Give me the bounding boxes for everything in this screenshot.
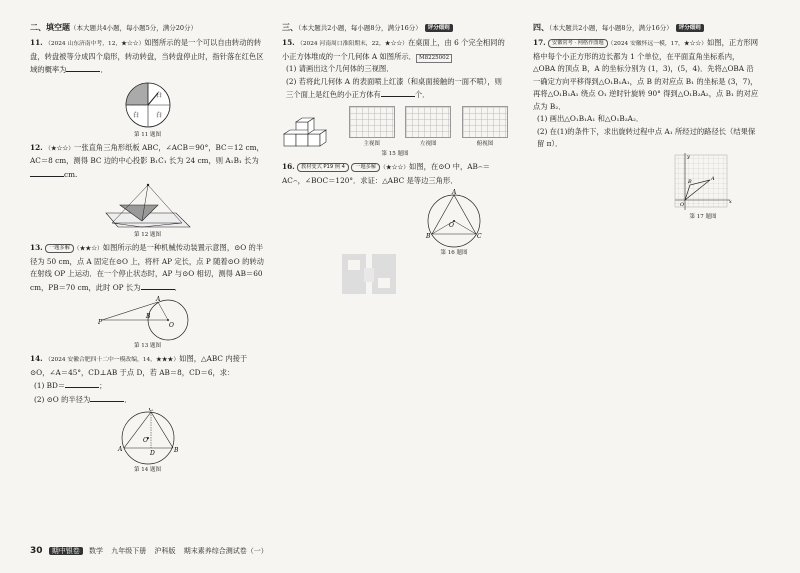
- question-tag: 安徽常考 · 网格作图题: [548, 39, 608, 48]
- figure-caption: 第 13 题图: [134, 343, 161, 349]
- section-note: （本大题共4小题，每小题5分，满分20分）: [70, 24, 198, 32]
- svg-text:B: B: [173, 447, 178, 454]
- question-part: 个．: [414, 90, 430, 99]
- section-4-heading: [533, 22, 759, 34]
- question-number: 15.: [282, 38, 295, 47]
- question-tag: 教材变式 P19 例 4: [297, 163, 349, 172]
- footer-edition: 沪科版: [154, 547, 176, 555]
- answer-blank[interactable]: [66, 63, 100, 72]
- question-text: 在桌面上，由 6 个完全相同的小正方体堆成的一个几何体 A 如图所示．: [282, 38, 505, 61]
- column-right: [533, 22, 759, 224]
- view-label: 左视图: [420, 140, 437, 147]
- spinner-figure: [120, 79, 176, 131]
- svg-text:A: A: [117, 446, 122, 453]
- column-middle: [282, 22, 508, 260]
- footer-title: 期末素养综合测试卷（一）: [183, 547, 268, 555]
- question-source: （★★☆）: [73, 246, 103, 252]
- sector-label: 白: [132, 111, 139, 119]
- svg-text:A: A: [155, 296, 160, 303]
- svg-text:A: A: [452, 189, 457, 196]
- question-part: (2) 在(1)的条件下，求出旋转过程中点 A₁ 所经过的路径长（结果保留 π）．: [537, 126, 756, 148]
- question-17: [533, 37, 759, 221]
- question-source: （2024 安徽合肥四十二中一模改编，14，★★★）: [45, 357, 180, 363]
- question-part: (1) BD＝: [34, 381, 66, 390]
- brand-badge: 期中银卷: [49, 547, 83, 555]
- scoring-badge[interactable]: 评分细则: [425, 24, 453, 32]
- projection-figure: [102, 183, 194, 231]
- svg-text:O: O: [168, 322, 174, 329]
- question-text: 如图，△ABC 内接于⊙O，∠A＝45°，CD⊥AB 于点 D，若 AB＝8，CD＝6，求：: [30, 354, 248, 377]
- question-source: （★☆☆）: [380, 165, 410, 171]
- question-source: （2024 安徽怀远一模，17，★☆☆）: [607, 41, 708, 47]
- figure-caption: 第 11 题图: [134, 131, 161, 138]
- question-14: 14. （2024 安徽合肥四十二中一模改编，14，★★★）如图，△ABC 内接于⊙O，∠A＝45°，CD⊥AB 于点 D，若 AB＝8，CD＝6，求： (1) BD＝ ； (2) ⊙O 的半径为 ． A B C D O 第 14 题图: [30, 353, 265, 474]
- question-code: M8225002: [416, 54, 452, 63]
- figure-caption: 第 16 题图: [440, 250, 468, 256]
- equilateral-figure: [422, 189, 486, 249]
- view-label: 主视图: [363, 140, 380, 147]
- figure-caption: 第 17 题图: [689, 213, 717, 220]
- figure-caption: 第 12 题图: [134, 232, 161, 238]
- question-source: （2024 河南周口淮阳期末，22，★☆☆）: [297, 41, 408, 47]
- question-end: cm.: [64, 169, 78, 179]
- question-tag: 一题多解: [351, 163, 380, 172]
- question-number: 12.: [30, 142, 43, 152]
- red-sector: [126, 83, 148, 105]
- question-part: (1) 请画出这个几何体的三视图．: [286, 64, 394, 73]
- svg-text:B: B: [145, 313, 150, 320]
- question-text: 一张直角三角形纸板 ABC，∠ACB＝90°，BC＝12 cm，AC＝8 cm，测得 BC 边的中心投影 B₁C₁ 长为 24 cm，则 A₁B₁ 长为: [30, 142, 264, 165]
- question-12: [30, 142, 265, 240]
- svg-text:O: O: [680, 201, 685, 208]
- question-source: （★☆☆）: [45, 145, 75, 152]
- question-tag: 一题多解: [45, 244, 74, 253]
- coordinate-grid-figure: [673, 153, 733, 213]
- page-footer: [30, 546, 274, 556]
- cube-stack-figure: [282, 116, 338, 150]
- answer-blank[interactable]: [381, 88, 415, 97]
- question-text: 如图，在⊙O 中，AB⌢＝AC⌢，∠BOC＝120°．求证：△ABC 是等边三角形．: [282, 162, 490, 185]
- svg-text:P: P: [97, 319, 102, 326]
- sector-label: 白: [155, 111, 162, 119]
- question-11: [30, 37, 265, 139]
- question-13: [30, 242, 265, 350]
- svg-text:C: C: [477, 233, 482, 240]
- footer-grade: 九年级下册: [111, 547, 147, 555]
- top-view-box[interactable]: [462, 106, 508, 151]
- publisher-logo-icon: [340, 250, 400, 300]
- section-title: 二、填空题: [30, 22, 70, 32]
- sector-label: 白: [155, 91, 162, 99]
- figure-caption: 第 15 题图: [381, 151, 409, 157]
- question-end: ．: [100, 65, 108, 74]
- svg-text:x: x: [729, 198, 732, 205]
- left-view-box[interactable]: [405, 106, 451, 151]
- answer-blank[interactable]: [90, 393, 124, 402]
- svg-text:A: A: [711, 175, 715, 182]
- question-text: 如图，正方形网格中每个小正方形的边长都为 1 个单位，在平面直角坐标系内，△OBA 的顶点 B，A 的坐标分别为 (1，3)，(5，4)．先将△OBA 沿一确定方向平移得到△O₁B₁A₁，点 B 的对应点 B₁ 的坐标是 (3，7)，再将△O₁B₁A₁ 绕点 O₁ 逆时针旋转 90° 得到△O₁B₂A₂，点 B₁ 的对应点为 B₂．: [533, 38, 759, 111]
- question-16: [282, 161, 508, 257]
- question-number: 17.: [533, 38, 546, 47]
- svg-text:B: B: [426, 233, 431, 240]
- question-part: (2) 若将此几何体 A 的表面喷上红漆（和桌面接触的一面不喷），则三个面上是红色的小正方体有: [286, 76, 502, 99]
- mechanism-figure: [98, 296, 198, 342]
- svg-text:O: O: [142, 437, 148, 444]
- question-part: (1) 画出△O₁B₁A₁ 和△O₁B₂A₂．: [537, 114, 644, 123]
- section-2-heading: [30, 22, 265, 34]
- page-number: 30: [30, 546, 43, 556]
- svg-text:B: B: [688, 178, 692, 185]
- figure-caption: 第 14 题图: [134, 467, 161, 473]
- question-text: 如图所示的是一个可以自由转动的转盘，转盘被等分成四个扇形，转动转盘，当转盘停止时，指针落在红色区域的概率为: [30, 38, 264, 74]
- question-number: 16.: [282, 162, 295, 171]
- answer-blank[interactable]: [30, 168, 64, 177]
- section-note: （本大题共2小题，每小题8分，满分16分）: [549, 24, 673, 32]
- question-number: 11.: [30, 38, 43, 47]
- view-label: 俯视图: [476, 140, 494, 147]
- svg-text:y: y: [687, 153, 690, 160]
- svg-text:C: C: [148, 408, 154, 413]
- svg-text:D: D: [149, 450, 155, 457]
- question-source: （2024 山东济南中考，12，★☆☆）: [45, 41, 145, 47]
- question-number: 14.: [30, 354, 43, 363]
- section-title: 三、: [282, 22, 298, 32]
- section-note: （本大题共2小题，每小题8分，满分16分）: [298, 24, 422, 32]
- question-number: 13.: [30, 243, 43, 252]
- answer-blank[interactable]: [141, 281, 175, 290]
- svg-text:O: O: [449, 222, 454, 229]
- question-part: (2) ⊙O 的半径为: [34, 394, 91, 404]
- three-views-area: [282, 106, 508, 151]
- question-end: ．: [174, 282, 182, 292]
- answer-blank[interactable]: [65, 379, 99, 388]
- front-view-box[interactable]: [349, 106, 395, 151]
- section-3-heading: [282, 22, 508, 34]
- question-text: 如图所示的是一种机械传动装置示意图，⊙O 的半径为 50 cm，点 A 固定在⊙O 上，将杆 AP 定长，点 P 随着⊙O 的转动在射线 OP 上运动．在一个停止状态时，AP 与⊙O 相切，测得 AB＝60 cm，PB＝70 cm，此时 OP 长为: [30, 243, 264, 292]
- question-15: [282, 37, 508, 158]
- scoring-badge[interactable]: 评分细则: [676, 24, 704, 32]
- footer-subject: 数学: [89, 547, 103, 555]
- section-title: 四、: [533, 22, 549, 32]
- circle-triangle-figure: [115, 408, 181, 466]
- column-left: [30, 22, 265, 477]
